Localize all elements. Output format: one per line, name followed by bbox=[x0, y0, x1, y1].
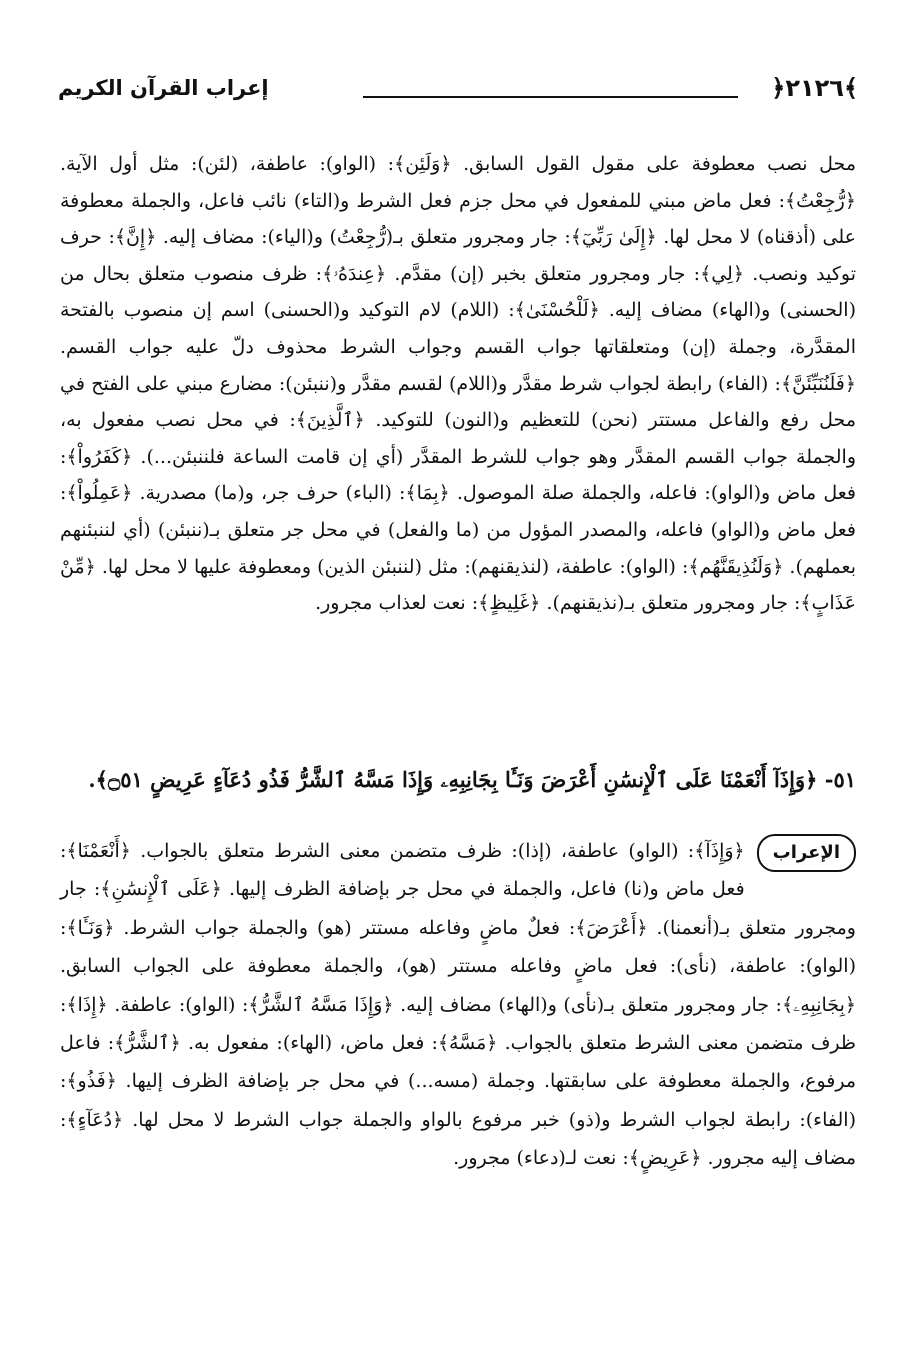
page-header bbox=[58, 72, 858, 122]
quran-verse-51: ٥١- ﴿وَإِذَآ أَنْعَمْنَا عَلَى ٱلْإِنسَٰنِ أَعْرَضَ وَنَـَٔا بِجَانِبِهِۦ وَإِذَا مَسَّهُ ٱلشَّرُّ فَذُو دُعَآءٍ عَرِيضٍ ۝٥١﴾. bbox=[88, 767, 856, 792]
irab-badge: الإعراب bbox=[757, 834, 856, 872]
irab-text: ﴿وَإِذَآ﴾: (الواو) عاطفة، (إذا): ظرف متضمن معنى الشرط متعلق بالجواب. ﴿أَنْعَمْنَا﴾: فعل ماض و(نا) فاعل، والجملة في محل جر بإضافة الظرف إليها. ﴿عَلَى ٱلْإِنسَٰنِ﴾: جار ومجرور متعلق بـ(أنعمنا). ﴿أَعْرَضَ﴾: فعلٌ ماضٍ وفاعله مستتر (هو) والجملة جواب الشرط. ﴿وَنَـَٔا﴾: (الواو): عاطفة، (نأى): فعل ماضٍ وفاعله مستتر (هو)، والجملة معطوفة على الجواب السابق. ﴿بِجَانِبِهِۦ﴾: جار ومجرور متعلق بـ(نأى) و(الهاء) مضاف إليه. ﴿وَإِذَا مَسَّهُ ٱلشَّرُّ﴾: (الواو): عاطفة. ﴿إِذَا﴾: ظرف متضمن معنى الشرط متعلق بالجواب. ﴿مَسَّهُ﴾: فعل ماض، (الهاء): مفعول به. ﴿ٱلشَّرُّ﴾: فاعل مرفوع، والجملة معطوفة على سابقتها. وجملة (مسه...) في محل جر بإضافة الظرف إليها. ﴿فَذُو﴾: (الفاء): رابطة لجواب الشرط و(ذو) خبر مرفوع بالواو والجملة جواب الشرط لا محل لها. ﴿دُعَآءٍ﴾: مضاف إليه مجرور. ﴿عَرِيضٍ﴾: نعت لـ(دعاء) مجرور. bbox=[60, 840, 856, 1170]
irab-section bbox=[60, 832, 856, 1178]
header-rule bbox=[363, 96, 738, 98]
commentary-text: محل نصب معطوفة على مقول القول السابق. ﴿وَلَئِن﴾: (الواو): عاطفة، (لئن): مثل أول الآية. ﴿رُّجِعْتُ﴾: فعل ماض مبني للمفعول في محل جزم فعل الشرط و(التاء) نائب فاعل، والجملة معطوفة على (أذقناه) لا محل لها. ﴿إِلَىٰ رَبِّيٓ﴾: جار ومجرور متعلق بـ(رُّجِعْتُ) و(الياء): مضاف إليه. ﴿إِنَّ﴾: حرف توكيد ونصب. ﴿لِي﴾: جار ومجرور متعلق بخبر (إن) مقدَّم. ﴿عِندَهُۥ﴾: ظرف منصوب متعلق بحال من (الحسنى) و(الهاء) مضاف إليه. ﴿لَلْحُسْنَىٰ﴾: (اللام) لام التوكيد و(الحسنى) اسم إن منصوب بالفتحة المقدَّرة، وجملة (إن) ومتعلقاتها جواب القسم وجواب الشرط محذوف دلّ عليه جواب القسم. ﴿فَلَنُنَبِّئَنَّ﴾: (الفاء) رابطة لجواب شرط مقدَّر و(اللام) لقسم مقدَّر و(ننبئن): مضارع مبني على الفتح في محل رفع والفاعل مستتر (نحن) للتعظيم و(النون) للتوكيد. ﴿ٱلَّذِينَ﴾: في محل نصب مفعول به، والجملة جواب القسم المقدَّر وهو جواب للشرط المقدَّر (أي إن قامت الساعة فلننبئن...). ﴿كَفَرُواْ﴾: فعل ماض و(الواو): فاعله، والجملة صلة الموصول. ﴿بِمَا﴾: (الباء) حرف جر، و(ما) مصدرية. ﴿عَمِلُواْ﴾: فعل ماض و(الواو) فاعله، والمصدر المؤول من (ما والفعل) في محل جر متعلق بـ(ننبئن) (أي لننبئنهم بعملهم). ﴿وَلَنُذِيقَنَّهُم﴾: (الواو): عاطفة، (لنذيقنهم): مثل (لننبئن الذين) ومعطوفة عليها لا محل لها. ﴿مِّنْ عَذَابٍ﴾: جار ومجرور متعلق بـ(نذيقنهم). ﴿غَلِيظٍ﴾: نعت لعذاب مجرور. bbox=[60, 153, 856, 615]
page-number: ﴿٢١٢٦﴾ bbox=[771, 74, 858, 102]
commentary-paragraph bbox=[60, 146, 856, 622]
book-title: إعراب القرآن الكريم bbox=[58, 76, 269, 100]
